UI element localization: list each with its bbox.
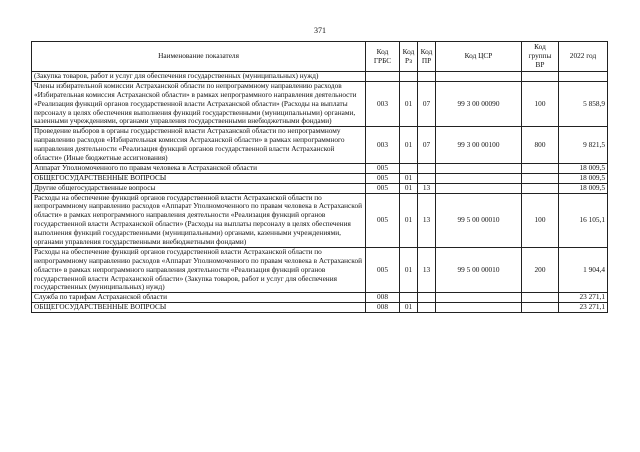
row-pr [418, 173, 436, 183]
header-vr: Код группы ВР [522, 42, 559, 72]
row-sum: 1 904,4 [559, 247, 608, 292]
row-rz: 01 [400, 303, 418, 313]
row-rz: 01 [400, 193, 418, 247]
row-pr [418, 72, 436, 82]
row-csr: 99 5 00 00010 [436, 193, 522, 247]
table-row [32, 193, 608, 247]
row-name: Проведение выборов в органы государственной власти Астраханской области по непрограммному направлению расходов «Избирательная комиссия Астраханской области» в рамках непрограммного направления деятельности «Реализация функций органов государственной власти Астраханской области» (Иные бюджетные ассигнования) [32, 127, 366, 164]
row-csr [436, 183, 522, 193]
header-csr: Код ЦСР [436, 42, 522, 72]
table-row [32, 303, 608, 313]
row-rz: 01 [400, 247, 418, 292]
row-rz: 01 [400, 183, 418, 193]
row-grbs: 005 [366, 183, 400, 193]
row-grbs: 005 [366, 163, 400, 173]
row-csr [436, 293, 522, 303]
row-sum: 16 105,1 [559, 193, 608, 247]
header-pr: Код ПР [418, 42, 436, 72]
header-rz: Код Рз [400, 42, 418, 72]
row-vr: 100 [522, 81, 559, 126]
row-csr [436, 173, 522, 183]
row-name: Аппарат Уполномоченного по правам человека в Астраханской области [32, 163, 366, 173]
row-name: Служба по тарифам Астраханской области [32, 293, 366, 303]
row-csr [436, 303, 522, 313]
row-name: ОБЩЕГОСУДАРСТВЕННЫЕ ВОПРОСЫ [32, 303, 366, 313]
row-sum: 9 821,5 [559, 127, 608, 164]
row-csr: 99 3 00 00090 [436, 81, 522, 126]
row-name: ОБЩЕГОСУДАРСТВЕННЫЕ ВОПРОСЫ [32, 173, 366, 183]
row-pr: 13 [418, 247, 436, 292]
table-row [32, 127, 608, 164]
row-grbs: 008 [366, 303, 400, 313]
row-pr: 13 [418, 183, 436, 193]
row-vr [522, 173, 559, 183]
table-row [32, 72, 608, 82]
row-vr [522, 72, 559, 82]
row-sum: 23 271,1 [559, 293, 608, 303]
row-name: Расходы на обеспечение функций органов государственной власти Астраханской области по непрограммному направлению расходов «Аппарат Уполномоченного по правам человека в Астраханской области» в рамках непрограммного направления деятельности «Реализация функций органов государственной власти Астраханской области» (Закупка товаров, работ и услуг для обеспечения государственных (муниципальных) нужд) [32, 247, 366, 292]
row-grbs: 005 [366, 173, 400, 183]
row-pr [418, 163, 436, 173]
row-rz: 01 [400, 81, 418, 126]
table-row [32, 183, 608, 193]
row-grbs: 003 [366, 81, 400, 126]
row-vr [522, 183, 559, 193]
header-year: 2022 год [559, 42, 608, 72]
table-header-row [32, 42, 608, 72]
row-sum: 5 858,9 [559, 81, 608, 126]
row-vr: 200 [522, 247, 559, 292]
row-vr [522, 293, 559, 303]
row-grbs: 003 [366, 127, 400, 164]
table-row [32, 247, 608, 292]
row-grbs: 005 [366, 193, 400, 247]
row-sum: 23 271,1 [559, 303, 608, 313]
row-rz: 01 [400, 127, 418, 164]
row-sum [559, 72, 608, 82]
row-name: Члены избирательной комиссии Астраханской области по непрограммному направлению расходов «Избирательная комиссия Астраханской области» в рамках непрограммного направления деятельности «Реализация функций органов государственной власти Астраханской области» (Расходы на выплаты персоналу в целях обеспечения выполнения функций государственными (муниципальными) органами, казенными учреждениями, органами управления государственными внебюджетными фондами) [32, 81, 366, 126]
table-row [32, 173, 608, 183]
row-vr [522, 303, 559, 313]
row-pr: 07 [418, 81, 436, 126]
row-name: (Закупка товаров, работ и услуг для обеспечения государственных (муниципальных) нужд) [32, 72, 366, 82]
row-rz [400, 163, 418, 173]
row-pr [418, 303, 436, 313]
row-rz: 01 [400, 173, 418, 183]
row-vr: 100 [522, 193, 559, 247]
row-sum: 18 009,5 [559, 173, 608, 183]
table-row [32, 163, 608, 173]
row-grbs: 008 [366, 293, 400, 303]
row-csr [436, 163, 522, 173]
row-csr: 99 3 00 00100 [436, 127, 522, 164]
page-number: 371 [314, 26, 326, 35]
row-sum: 18 009,5 [559, 163, 608, 173]
row-vr: 800 [522, 127, 559, 164]
row-grbs: 005 [366, 247, 400, 292]
header-grbs: Код ГРБС [366, 42, 400, 72]
row-pr: 07 [418, 127, 436, 164]
header-name: Наименование показателя [32, 42, 366, 72]
row-pr [418, 293, 436, 303]
row-rz [400, 72, 418, 82]
budget-table [31, 41, 608, 313]
row-sum: 18 009,5 [559, 183, 608, 193]
row-vr [522, 163, 559, 173]
row-name: Расходы на обеспечение функций органов государственной власти Астраханской области по непрограммному направлению расходов «Аппарат Уполномоченного по правам человека в Астраханской области» в рамках непрограммного направления деятельности «Реализация функций органов государственной власти Астраханской области» (Расходы на выплаты персоналу в целях обеспечения выполнения функций государственными (муниципальными) органами, казенными учреждениями, органами управления государственными внебюджетными фондами) [32, 193, 366, 247]
row-name: Другие общегосударственные вопросы [32, 183, 366, 193]
row-csr: 99 5 00 00010 [436, 247, 522, 292]
table-row [32, 81, 608, 126]
row-pr: 13 [418, 193, 436, 247]
row-csr [436, 72, 522, 82]
row-grbs [366, 72, 400, 82]
